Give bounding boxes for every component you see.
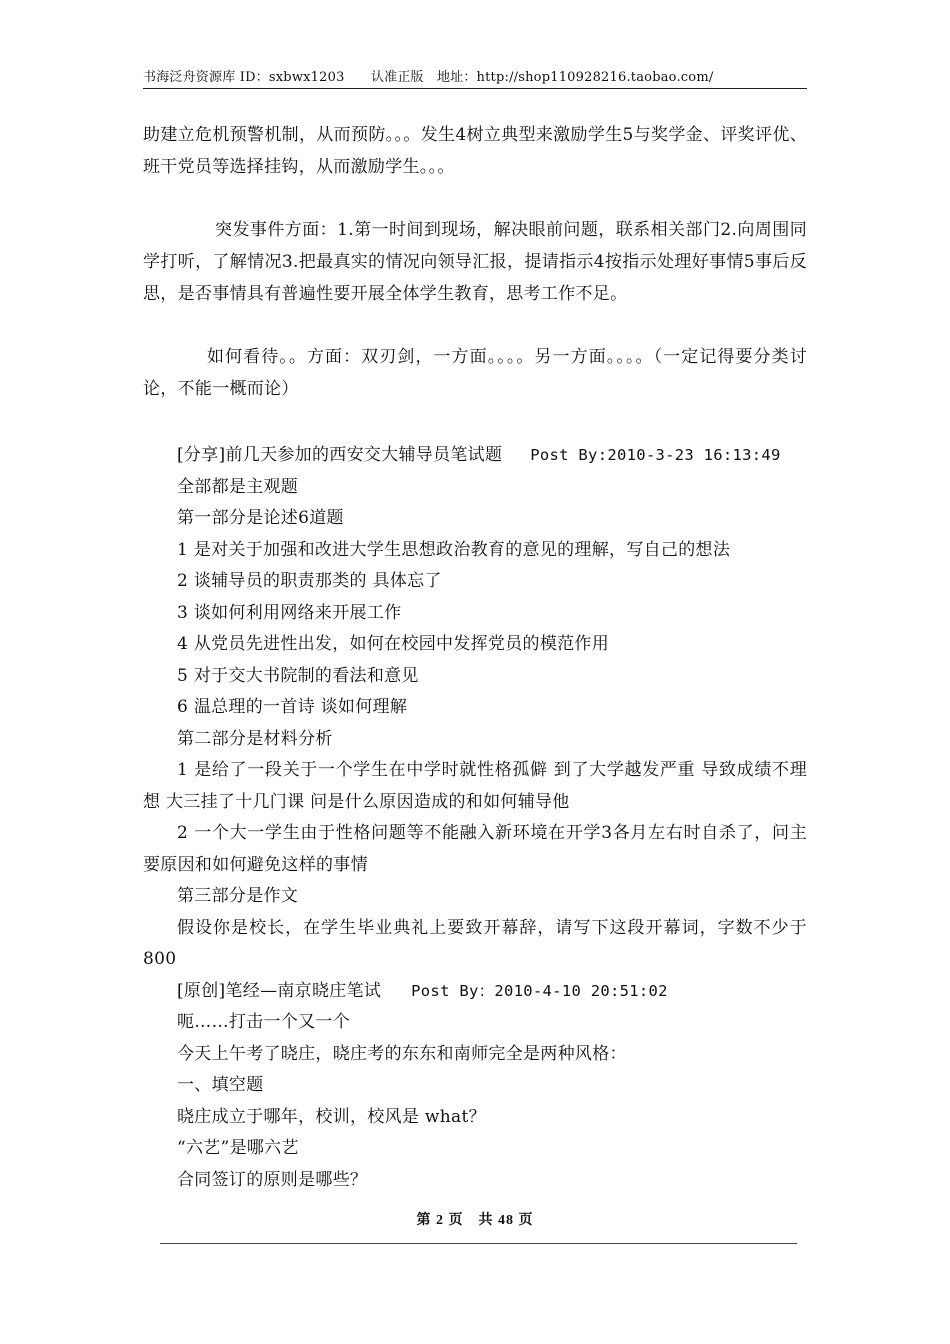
paragraph-emergency-handling: 突发事件方面：1.第一时间到现场，解决眼前问题，联系相关部门2.向周围同学打听，了解情况3.把最真实的情况向领导汇报，提请指示4按指示处理好事情5事后反思，是否事情具有普遍性要开展全体学生教育，思考工作不足。 bbox=[143, 220, 807, 304]
page-header: 书海泛舟资源库 ID：sxbwx1203 认准正版 地址：http://shop110928216.taobao.com/ bbox=[143, 70, 714, 85]
post1-title-row bbox=[143, 440, 807, 472]
list-item: 6 温总理的一首诗 谈如何理解 bbox=[177, 697, 408, 717]
page-number: 第 2 页 共 48 页 bbox=[416, 1213, 534, 1228]
header-divider bbox=[143, 88, 807, 89]
list-item: 4 从党员先进性出发，如何在校园中发挥党员的模范作用 bbox=[177, 634, 610, 654]
list-item: 全部都是主观题 bbox=[177, 476, 299, 497]
list-item: 第二部分是材料分析 bbox=[177, 728, 333, 749]
list-item: 3 谈如何利用网络来开展工作 bbox=[177, 602, 402, 623]
list-item: 2 谈辅导员的职责那类的 具体忘了 bbox=[177, 571, 442, 591]
list-item: 一、填空题 bbox=[177, 1075, 264, 1095]
post-content bbox=[143, 440, 807, 1196]
footer-divider bbox=[160, 1243, 797, 1244]
paragraph-crisis-prevention: 助建立危机预警机制，从而预防。。。发生4树立典型来激励学生5与奖学金、评奖评优、班干党员等选择挂钩，从而激励学生。。。 bbox=[143, 125, 807, 177]
list-item: 1 是对关于加强和改进大学生思想政治教育的意见的理解，写自己的想法 bbox=[177, 539, 731, 560]
list-item: 今天上午考了晓庄，晓庄考的东东和南师完全是两种风格： bbox=[177, 1043, 627, 1064]
analysis-item-1: 1 是给了一段关于一个学生在中学时就性格孤僻 到了大学越发严重 导致成绩不理想 大三挂了十几门课 问是什么原因造成的和如何辅导他 bbox=[143, 760, 807, 812]
list-item: 合同签订的原则是哪些？ bbox=[177, 1169, 368, 1190]
list-item: “六艺”是哪六艺 bbox=[177, 1138, 299, 1158]
post2-title: [原创]笔经—南京晓庄笔试 bbox=[177, 980, 382, 1001]
post1-title: [分享]前几天参加的西安交大辅导员笔试题 bbox=[177, 445, 503, 465]
section-heading: 第三部分是作文 bbox=[177, 886, 299, 906]
post2-title-row bbox=[143, 976, 807, 1008]
list-item: 呃……打击一个又一个 bbox=[177, 1012, 350, 1032]
paragraph-how-to-view: 如何看待。。方面：双刃剑，一方面。。。。另一方面。。。。（一定记得要分类讨论，不能一概而论） bbox=[143, 347, 807, 399]
list-item: 晓庄成立于哪年，校训，校风是 what？ bbox=[177, 1106, 486, 1127]
list-item: 5 对于交大书院制的看法和意见 bbox=[177, 665, 419, 686]
list-item: 第一部分是论述6道题 bbox=[177, 508, 344, 528]
post1-post-by: Post By:2010-3-23 16:13:49 bbox=[530, 446, 781, 464]
analysis-item-2: 2 一个大一学生由于性格问题等不能融入新环境在开学3各月左右时自杀了，问主要原因和如何避免这样的事情 bbox=[143, 823, 807, 875]
post2-post-by: Post By：2010-4-10 20:51:02 bbox=[411, 981, 668, 1000]
essay-prompt: 假设你是校长，在学生毕业典礼上要致开幕辞，请写下这段开幕词，字数不少于800 bbox=[143, 917, 807, 969]
